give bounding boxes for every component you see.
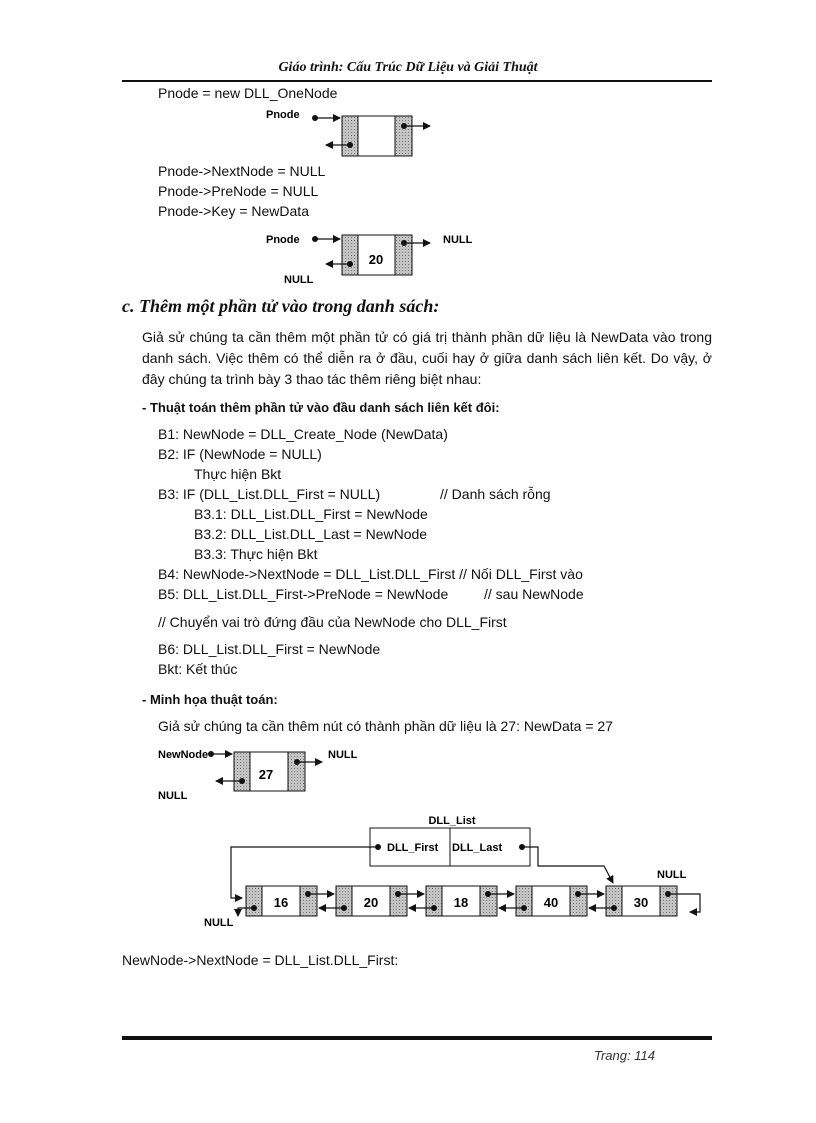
d4-node-18 bbox=[426, 886, 497, 916]
page-number: Trang: 114 bbox=[594, 1048, 655, 1063]
d4-node-key: 30 bbox=[633, 895, 649, 910]
algorithm-step-b1: B1: NewNode = DLL_Create_Node (NewData) bbox=[158, 426, 448, 442]
page-header-title: Giáo trình: Cấu Trúc Dữ Liệu và Giải Thuật bbox=[278, 60, 538, 75]
algorithm-step-b4: B4: NewNode->NextNode = DLL_List.DLL_First // Nối DLL_First vào bbox=[158, 566, 583, 582]
algorithm-step-b5-comment: // sau NewNode bbox=[484, 586, 584, 602]
algorithm-step-b5: B5: DLL_List.DLL_First->PreNode = NewNode bbox=[158, 586, 449, 602]
d4-first-label: DLL_First bbox=[387, 842, 439, 854]
illustration-text: Giả sử chúng ta cần thêm nút có thành phần dữ liệu là 27: NewData = 27 bbox=[158, 718, 613, 734]
d4-node-prev-cell bbox=[246, 886, 262, 916]
d3-next-null: NULL bbox=[328, 749, 358, 761]
d4-node-key: 18 bbox=[453, 895, 469, 910]
code-line-key: Pnode->Key = NewData bbox=[158, 203, 309, 219]
algorithm-step-b3-2: B3.2: DLL_List.DLL_Last = NewNode bbox=[194, 526, 428, 542]
d4-node-prev-cell bbox=[516, 886, 532, 916]
algorithm-step-b3-comment: // Danh sách rỗng bbox=[440, 486, 551, 502]
algorithm-step-bkt: Bkt: Kết thúc bbox=[158, 661, 238, 677]
d2-pointer-label: Pnode bbox=[266, 234, 300, 246]
algorithm-step-b2-1: Thực hiện Bkt bbox=[194, 466, 282, 482]
d4-node-20 bbox=[336, 886, 407, 916]
d2-prev-null: NULL bbox=[284, 274, 314, 286]
diagram-empty-node bbox=[266, 109, 430, 156]
d4-last-arrow bbox=[522, 847, 613, 883]
d4-null-left: NULL bbox=[204, 917, 234, 929]
d1-prev-cell bbox=[342, 116, 358, 156]
d3-key: 27 bbox=[258, 767, 274, 782]
d4-node-next-cell bbox=[480, 886, 497, 916]
diagram-node-20 bbox=[266, 234, 473, 286]
algorithm-title: - Thuật toán thêm phần tử vào đầu danh sách liên kết đôi: bbox=[142, 400, 500, 415]
algorithm-step-b6: B6: DLL_List.DLL_First = NewNode bbox=[158, 641, 381, 657]
code-line-pre-null: Pnode->PreNode = NULL bbox=[158, 183, 319, 199]
d4-node-prev-cell bbox=[336, 886, 352, 916]
d4-node-next-cell bbox=[300, 886, 317, 916]
d2-prev-cell bbox=[342, 235, 358, 275]
algorithm-step-b3: B3: IF (DLL_List.DLL_First = NULL) bbox=[158, 486, 381, 502]
section-heading: c. Thêm một phần tử vào trong danh sách: bbox=[122, 296, 440, 316]
d4-node-prev-cell bbox=[606, 886, 622, 916]
d4-node-next-cell bbox=[570, 886, 587, 916]
d4-node-16 bbox=[246, 886, 317, 916]
d4-node-next-cell bbox=[390, 886, 407, 916]
code-line-new-node: Pnode = new DLL_OneNode bbox=[158, 85, 338, 101]
d4-node-key: 40 bbox=[543, 895, 559, 910]
d4-node-key: 20 bbox=[363, 895, 379, 910]
d2-next-null: NULL bbox=[443, 234, 473, 246]
d4-list-label: DLL_List bbox=[428, 815, 476, 827]
code-line-bottom: NewNode->NextNode = DLL_List.DLL_First: bbox=[122, 952, 399, 968]
d1-data-cell bbox=[358, 116, 395, 156]
d4-null-right: NULL bbox=[657, 869, 687, 881]
diagram-new-node-27 bbox=[158, 749, 358, 802]
d4-last-label: DLL_Last bbox=[452, 842, 503, 854]
d3-pointer-label: NewNode bbox=[158, 749, 209, 761]
d4-node-next-cell bbox=[660, 886, 677, 916]
algorithm-step-b3-3: B3.3: Thực hiện Bkt bbox=[194, 546, 318, 562]
d3-prev-null: NULL bbox=[158, 790, 188, 802]
algorithm-step-b2: B2: IF (NewNode = NULL) bbox=[158, 446, 322, 462]
d3-prev-cell bbox=[234, 752, 250, 791]
algorithm-step-b3-1: B3.1: DLL_List.DLL_First = NewNode bbox=[194, 506, 428, 522]
d3-next-cell bbox=[288, 752, 305, 791]
diagram-linked-list bbox=[204, 815, 700, 929]
d2-key: 20 bbox=[368, 252, 384, 267]
algorithm-comment: // Chuyển vai trò đứng đầu của NewNode cho DLL_First bbox=[158, 614, 507, 630]
intro-paragraph: Giả sử chúng ta cần thêm một phần tử có giá trị thành phần dữ liệu là NewData vào trong danh sách. Việc thêm có thể diễn ra ở đầu, cuối hay ở giữa danh sách liên kết. Do vậy, ở đây chúng ta trình bày 3 thao tác thêm riêng biệt nhau: bbox=[142, 329, 712, 387]
code-line-next-null: Pnode->NextNode = NULL bbox=[158, 163, 326, 179]
illustration-title: - Minh họa thuật toán: bbox=[142, 692, 278, 707]
d4-node-40 bbox=[516, 886, 587, 916]
d1-pointer-label: Pnode bbox=[266, 109, 300, 121]
d1-next-cell bbox=[395, 116, 412, 156]
d4-node-prev-cell bbox=[426, 886, 442, 916]
d4-node-key: 16 bbox=[273, 895, 289, 910]
d4-node-30 bbox=[606, 886, 677, 916]
